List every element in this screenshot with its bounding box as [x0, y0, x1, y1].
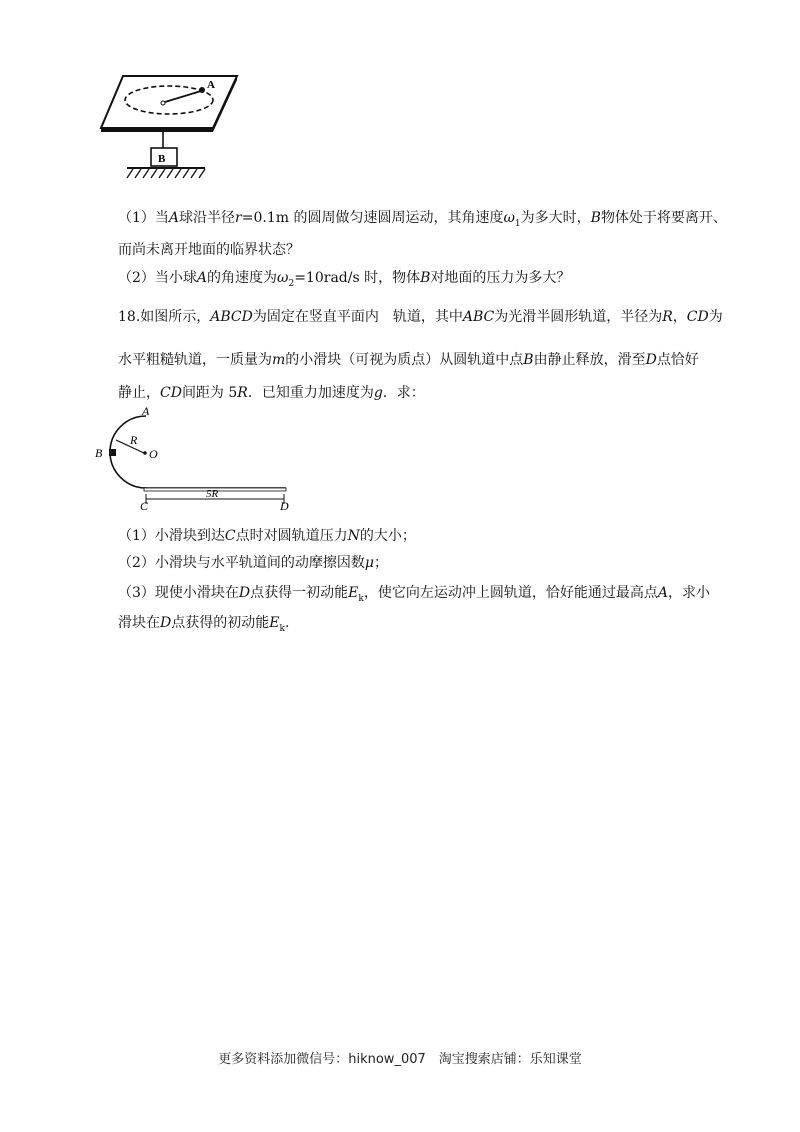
- figure-rotating-table: [95, 72, 255, 184]
- ball-a: [199, 87, 205, 93]
- label-a2: A: [142, 404, 150, 418]
- q18-part1: （1）小滑块到达C点时对圆轨道压力N的大小；: [118, 528, 416, 544]
- label-o: O: [149, 447, 158, 461]
- label-a: A: [207, 79, 215, 91]
- label-b2: B: [95, 446, 103, 460]
- label-c: C: [140, 499, 149, 513]
- slider-block: [109, 449, 116, 456]
- q17-part1-line2: 而尚未离开地面的临界状态？: [118, 242, 300, 258]
- ground-hatch: [127, 169, 205, 178]
- label-b: B: [158, 153, 166, 165]
- label-d: D: [280, 499, 289, 513]
- table-edge: [101, 128, 213, 132]
- label-5r: 5R: [206, 488, 219, 500]
- q18-line1: 18.如图所示，ABCD为固定在竖直平面内 轨道，其中ABC为光滑半圆形轨道，半径为R，CD为: [118, 309, 723, 325]
- q18-part3-line2: 滑块在D点获得的初动能$E_k$.: [118, 615, 290, 634]
- q18-part2: （2）小滑块与水平轨道间的动摩擦因数μ；: [118, 555, 389, 571]
- q18-line3: 静止，CD间距为 5R．已知重力加速度为g．求：: [118, 385, 425, 401]
- label-r: R: [130, 433, 138, 447]
- q17-part2: （2）当小球A的角速度为$\omega_2=10rad/s$ 时，物体B对地面的压力为多大？: [118, 270, 571, 289]
- center-o: [143, 451, 147, 455]
- q17-part1-line1: （1）当A球沿半径r=0.1m 的圆周做匀速圆周运动，其角速度$\omega_1$为多大时，B物体处于将要离开、: [118, 210, 727, 229]
- figure-track: [90, 404, 300, 514]
- q18-line2: 水平粗糙轨道，一质量为m的小滑块（可视为质点）从圆轨道中点B由静止释放，滑至D点恰好: [118, 352, 699, 368]
- q18-part3-line1: （3）现使小滑块在D点获得一初动能$E_k$，使它向左运动冲上圆轨道，恰好能通过最高点A，求小: [118, 585, 710, 604]
- page-footer: 更多资料添加微信号：hiknow_007 淘宝搜索店铺：乐知课堂: [218, 1052, 582, 1067]
